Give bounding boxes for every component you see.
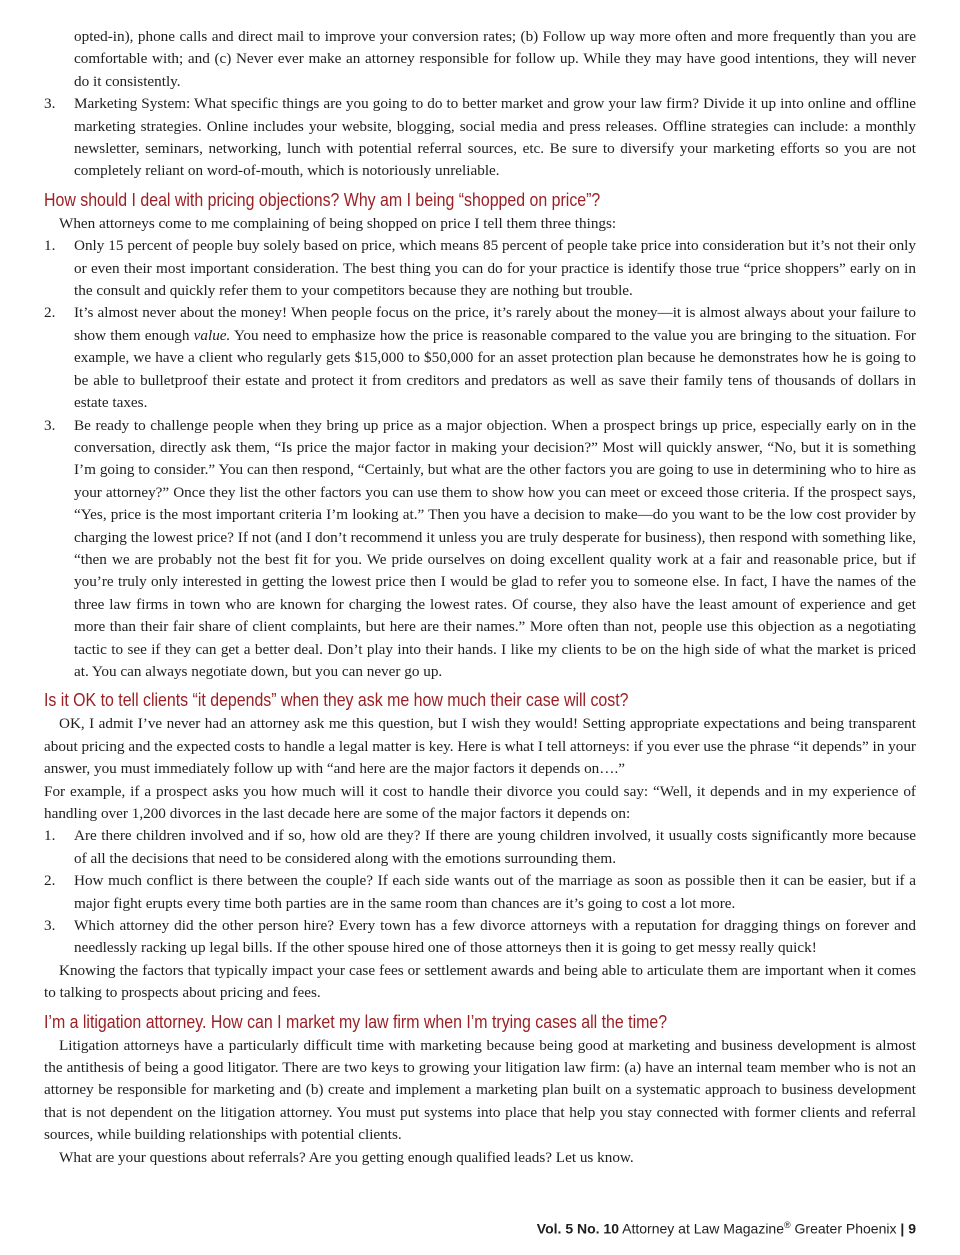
list-item: [44, 915, 916, 960]
list-item: [44, 825, 916, 870]
page-number: 9: [908, 1220, 916, 1237]
list-item-text: Only 15 percent of people buy solely based on price, which means 85 percent of people take price into consideration but it’s not their only or even their most important consideration. The best thing you can do for your practice is identify those true “price shoppers” early on in the consult and quickly refer them to your competitors because they are nothing but trouble.: [74, 237, 916, 300]
factors-list: [44, 825, 916, 959]
section-heading-pricing: How should I deal with pricing objections? Why am I being “shopped on price”?: [44, 188, 601, 210]
footer-magazine-name: Attorney at Law Magazine: [622, 1220, 785, 1237]
page-footer: [537, 1220, 916, 1237]
list-item-text: You need to emphasize how the price is reasonable compared to the value you are bringing to the situation. For example, we have a client who regularly gets $15,000 to $50,000 for an asset protection plan because he demonstrates how he is going to be able to bulletproof their estate and protect it from creditors and predators as well as save their family tens of thousands of dollars in estate taxes.: [74, 326, 916, 412]
list-item: [44, 235, 916, 302]
list-number: 3.: [44, 95, 56, 113]
list-item-text: Marketing System: What specific things are you going to do to better market and grow your law firm? Divide it up into online and offline marketing strategies. Online includes your website, blogging, social media and press releases. Offline strategies can include: a monthly newsletter, seminars, networking, lunch with potential referral sources, etc. Be sure to diversify your marketing efforts so you are not completely reliant on word-of-mouth, which is notoriously unreliable.: [74, 95, 916, 180]
list-number: 1.: [44, 827, 56, 845]
footer-edition: Greater Phoenix: [794, 1220, 897, 1237]
paragraph: When attorneys come to me complaining of being shopped on price I tell them three things:: [59, 214, 617, 232]
list-item-text: Are there children involved and if so, how old are they? If there are young children involved, it usually costs significantly more because of all the decisions that need to be considered along with the emotions surrounding them.: [74, 827, 916, 867]
list-item: [44, 302, 916, 414]
footer-separator: |: [900, 1220, 905, 1237]
list-item-marketing-system: [44, 93, 916, 183]
footer-volume: Vol. 5 No. 10: [536, 1220, 620, 1237]
list-item-text: Be ready to challenge people when they bring up price as a major objection. When a prospect brings up price, especially early on in the conversation, directly ask them, “Is price the major factor in making your decision?” Most will quickly answer, “No, but it is something I’m going to consider.” You can then respond, “Certainly, but what are the other factors you are going to use in determining who to hire as your attorney?” Once they list the other factors you can use them to show how you can meet or exceed those criteria. If the prospect says, “Yes, price is the most important criteria I’m looking at.” Then you have a decision to make—do you want to be the low cost provider by charging the lowest price? If not (and I don’t recommend it unless you are truly desperate for business), then respond with something like, “then we are probably not the best fit for you. We pride ourselves on doing excellent quality work at a fair and reasonable price, but if you’re truly only interested in getting the lowest price then I would be glad to refer you to someone else. In fact, I have the names of the three law firms in town who are known for charging the lowest rates. Of course, they also have the least amount of experience and get more than their fair share of client complaints, but here are their names.” More often than not, people use this objection as a negotiating tactic to see if they can get a better deal. Don’t play into their hands. I like my clients to be on the high side of what the market is priced at. You can always negotiate down, but you can never go up.: [74, 416, 916, 680]
list-number: 3.: [44, 416, 56, 434]
list-item-text: It’s almost never about the money! When people focus on the price, it’s rarely about the money—it is almost always about your failure to show them enough: [74, 304, 916, 344]
paragraph: Knowing the factors that typically impact your case fees or settlement awards and being able to articulate them are important when it comes to talking to prospects about pricing and fees.: [44, 961, 916, 1002]
registered-mark: ®: [784, 1220, 791, 1230]
list-item: [44, 415, 916, 684]
paragraph: OK, I admit I’ve never had an attorney ask me this question, but I wish they would! Setting appropriate expectations and being transparent about pricing and the expected costs to handle a legal matter is key. Here is what I tell attorneys: if you ever use the phrase “it depends” in your answer, you must immediately follow up with “and here are the major factors it depends on….”: [44, 715, 916, 778]
section-heading-it-depends: Is it OK to tell clients “it depends” when they ask me how much their case will cost?: [44, 689, 629, 711]
list-number: 1.: [44, 237, 56, 255]
paragraph: Litigation attorneys have a particularly difficult time with marketing because being good at marketing and business development is almost the antithesis of being a good litigator. There are two keys to growing your litigation law firm: (a) have an internal team member who is not an attorney be responsible for marketing and (b) create and implement a marketing plan built on a systematic approach to business development that is not dependent on the litigation attorney. You must put systems into place that help you stay connected with former clients and referral sources, while building relationships with potential clients.: [44, 1036, 916, 1144]
list-number: 2.: [44, 872, 56, 890]
list-item-continuation: [44, 26, 916, 93]
article-body: [44, 26, 916, 1169]
list-item-text: opted-in), phone calls and direct mail to improve your conversion rates; (b) Follow up way more often and more frequently than you are comfortable with; and (c) Never ever make an attorney responsible for follow up. While they may have good intentions, they will never do it consistently.: [74, 28, 916, 90]
paragraph-closing: What are your questions about referrals? Are you getting enough qualified leads? Let us know.: [59, 1148, 634, 1166]
paragraph: For example, if a prospect asks you how much will it cost to handle their divorce you could say: “Well, it depends and in my experience of handling over 1,200 divorces in the last decade here are some of the major factors it depends on:: [44, 782, 916, 822]
marketing-list: [44, 26, 916, 183]
list-number: 3.: [44, 917, 56, 935]
pricing-list: [44, 235, 916, 683]
list-item-text: Which attorney did the other person hire? Every town has a few divorce attorneys with a reputation for dragging things on forever and needlessly racking up legal bills. If the other spouse hired one of those attorneys then it is going to get messy really quick!: [74, 917, 916, 957]
list-item-text: How much conflict is there between the couple? If each side wants out of the marriage as soon as possible then it can be easier, but if a major fight erupts every time both parties are in the same room than chances are it’s going to cost a lot more.: [74, 872, 916, 912]
emphasis-text: value.: [193, 326, 231, 344]
list-number: 2.: [44, 304, 56, 322]
section-heading-litigation: I’m a litigation attorney. How can I market my law firm when I’m trying cases all the time?: [44, 1010, 668, 1032]
list-item: [44, 870, 916, 915]
